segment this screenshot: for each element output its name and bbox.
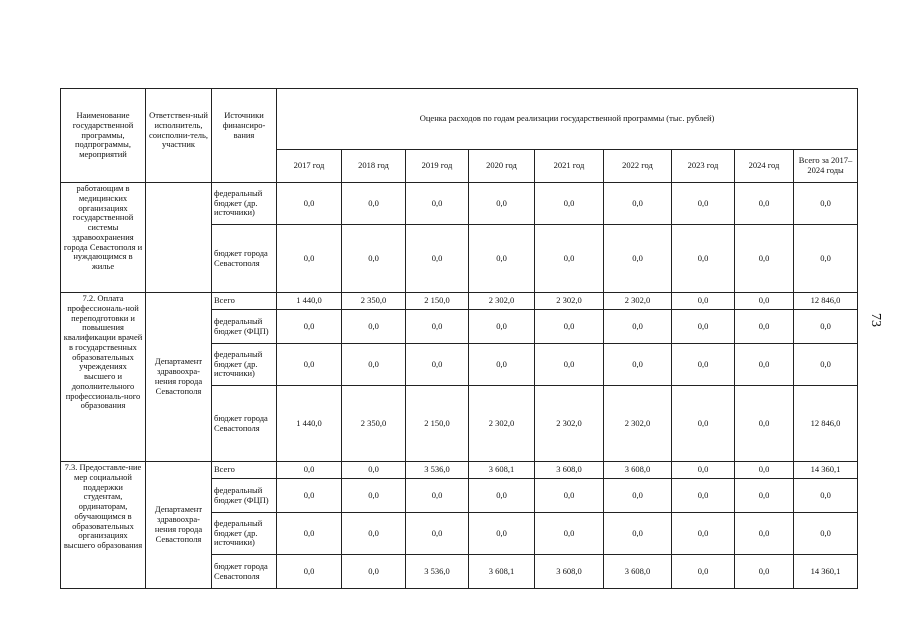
year-value: 0,0 (406, 344, 469, 386)
header-year: 2023 год (672, 150, 735, 183)
year-value: 2 350,0 (342, 293, 406, 310)
year-value: 0,0 (735, 225, 794, 293)
year-value: 0,0 (604, 183, 672, 225)
year-value: 0,0 (469, 513, 535, 555)
executor: Департамент здравоохра-нения города Севастополя (146, 462, 212, 589)
year-value: 0,0 (469, 310, 535, 344)
year-value: 0,0 (406, 479, 469, 513)
year-value: 0,0 (604, 479, 672, 513)
year-value: 0,0 (469, 183, 535, 225)
year-value: 2 150,0 (406, 293, 469, 310)
funding-source: федеральный бюджет (ФЦП) (212, 310, 277, 344)
header-year: 2017 год (277, 150, 342, 183)
year-value: 0,0 (604, 225, 672, 293)
year-value: 0,0 (672, 344, 735, 386)
year-value: 0,0 (735, 293, 794, 310)
year-value: 0,0 (406, 513, 469, 555)
year-value: 2 302,0 (469, 293, 535, 310)
year-value: 0,0 (277, 555, 342, 589)
header-estimate: Оценка расходов по годам реализации государственной программы (тыс. рублей) (277, 89, 858, 150)
year-value: 0,0 (735, 386, 794, 462)
total-value: 12 846,0 (794, 386, 858, 462)
total-value: 0,0 (794, 479, 858, 513)
year-value: 0,0 (672, 293, 735, 310)
page-number: 73 (868, 313, 883, 327)
header-source: Источники финансиро-вания (212, 89, 277, 183)
header-year: 2019 год (406, 150, 469, 183)
funding-source: Всего (212, 462, 277, 479)
year-value: 0,0 (406, 183, 469, 225)
year-value: 2 302,0 (604, 386, 672, 462)
expenditure-table (60, 88, 858, 589)
year-value: 0,0 (469, 479, 535, 513)
year-value: 2 150,0 (406, 386, 469, 462)
year-value: 0,0 (535, 225, 604, 293)
header-year: 2018 год (342, 150, 406, 183)
header-year: 2024 год (735, 150, 794, 183)
total-value: 0,0 (794, 183, 858, 225)
table-row (61, 462, 858, 479)
year-value: 0,0 (735, 513, 794, 555)
year-value: 0,0 (342, 479, 406, 513)
year-value: 0,0 (672, 183, 735, 225)
year-value: 0,0 (277, 183, 342, 225)
year-value: 0,0 (604, 344, 672, 386)
year-value: 0,0 (342, 310, 406, 344)
year-value: 0,0 (342, 462, 406, 479)
year-value: 3 536,0 (406, 555, 469, 589)
year-value: 0,0 (735, 462, 794, 479)
year-value: 0,0 (604, 513, 672, 555)
year-value: 0,0 (735, 344, 794, 386)
year-value: 0,0 (277, 513, 342, 555)
year-value: 0,0 (672, 225, 735, 293)
year-value: 2 302,0 (604, 293, 672, 310)
year-value: 3 608,0 (535, 555, 604, 589)
table-row (61, 293, 858, 310)
measure-name: работающим в медицинских организациях государственной системы здравоохранения города Севастополя и нуждающимся в жилье (61, 183, 146, 293)
year-value: 0,0 (342, 555, 406, 589)
total-value: 12 846,0 (794, 293, 858, 310)
funding-source: федеральный бюджет (ФЦП) (212, 479, 277, 513)
funding-source: федеральный бюджет (др. источники) (212, 344, 277, 386)
year-value: 0,0 (277, 479, 342, 513)
year-value: 0,0 (469, 344, 535, 386)
measure-name: 7.2. Оплата профессиональ-ной переподготовки и повышения квалификации врачей в государственных образовательных учреждениях высшего и дополнительного профессиональ-ного образования (61, 293, 146, 462)
year-value: 0,0 (277, 225, 342, 293)
year-value: 0,0 (342, 225, 406, 293)
year-value: 3 608,0 (604, 555, 672, 589)
year-value: 0,0 (672, 386, 735, 462)
funding-source: федеральный бюджет (др. источники) (212, 513, 277, 555)
year-value: 0,0 (672, 479, 735, 513)
year-value: 0,0 (604, 310, 672, 344)
year-value: 2 350,0 (342, 386, 406, 462)
total-value: 0,0 (794, 225, 858, 293)
funding-source: Всего (212, 293, 277, 310)
year-value: 3 536,0 (406, 462, 469, 479)
year-value: 0,0 (535, 513, 604, 555)
year-value: 0,0 (535, 344, 604, 386)
year-value: 3 608,0 (604, 462, 672, 479)
year-value: 0,0 (277, 310, 342, 344)
funding-source: федеральный бюджет (др. источники) (212, 183, 277, 225)
year-value: 0,0 (406, 310, 469, 344)
year-value: 0,0 (672, 513, 735, 555)
year-value: 1 440,0 (277, 386, 342, 462)
year-value: 0,0 (342, 344, 406, 386)
year-value: 2 302,0 (469, 386, 535, 462)
year-value: 0,0 (672, 310, 735, 344)
year-value: 0,0 (469, 225, 535, 293)
year-value: 0,0 (342, 513, 406, 555)
year-value: 0,0 (735, 183, 794, 225)
funding-source: бюджет города Севастополя (212, 386, 277, 462)
year-value: 3 608,1 (469, 462, 535, 479)
year-value: 0,0 (406, 225, 469, 293)
year-value: 0,0 (277, 344, 342, 386)
year-value: 0,0 (735, 310, 794, 344)
measure-name: 7.3. Предоставле-ние мер социальной поддержки студентам, ординаторам, обучающимся в образовательных организациях высшего образования (61, 462, 146, 589)
header-name: Наименование государственной программы, подпрограммы, мероприятий (61, 89, 146, 183)
year-value: 2 302,0 (535, 293, 604, 310)
total-value: 0,0 (794, 310, 858, 344)
header-year: 2021 год (535, 150, 604, 183)
year-value: 1 440,0 (277, 293, 342, 310)
table-row (61, 183, 858, 225)
funding-source: бюджет города Севастополя (212, 555, 277, 589)
year-value: 0,0 (735, 555, 794, 589)
year-value: 0,0 (672, 555, 735, 589)
year-value: 0,0 (535, 310, 604, 344)
header-year: 2020 год (469, 150, 535, 183)
year-value: 0,0 (672, 462, 735, 479)
year-value: 3 608,1 (469, 555, 535, 589)
executor (146, 183, 212, 293)
year-value: 0,0 (535, 183, 604, 225)
header-year-total: Всего за 2017–2024 годы (794, 150, 858, 183)
total-value: 14 360,1 (794, 462, 858, 479)
year-value: 3 608,0 (535, 462, 604, 479)
header-executor: Ответствен-ный исполнитель, соисполни-тель, участник (146, 89, 212, 183)
funding-source: бюджет города Севастополя (212, 225, 277, 293)
year-value: 0,0 (535, 479, 604, 513)
year-value: 2 302,0 (535, 386, 604, 462)
total-value: 14 360,1 (794, 555, 858, 589)
header-year: 2022 год (604, 150, 672, 183)
total-value: 0,0 (794, 344, 858, 386)
year-value: 0,0 (735, 479, 794, 513)
year-value: 0,0 (342, 183, 406, 225)
year-value: 0,0 (277, 462, 342, 479)
executor: Департамент здравоохра-нения города Севастополя (146, 293, 212, 462)
total-value: 0,0 (794, 513, 858, 555)
